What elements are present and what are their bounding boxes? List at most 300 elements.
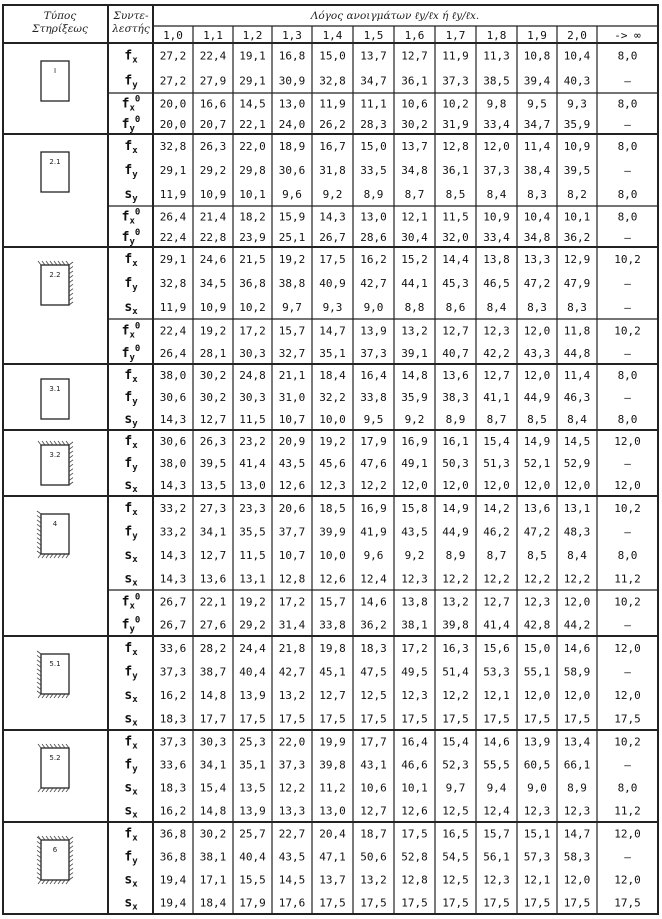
fixed-edge-hatch [38,880,41,884]
value-cell: 17,6 [278,896,306,910]
value-cell: 44,2 [563,618,591,632]
value-cell: 12,8 [401,873,428,887]
coef-label-line-1: Συντε- [113,10,149,22]
value-cell: 17,5 [442,712,469,726]
value-cell: 56,1 [483,850,510,864]
coefficient-label: $s_x$ [124,571,138,589]
value-cell: 11,2 [319,781,346,795]
value-cell: 39,4 [523,74,551,88]
value-cell: 8,4 [486,188,507,201]
value-cell: 46,6 [401,758,428,772]
value-cell: 12,7 [319,688,346,702]
value-cell: 38,8 [278,277,306,290]
value-cell: 44,8 [563,346,591,360]
value-cell: 28,2 [199,641,227,655]
coefficient-label: $s_x$ [124,803,138,821]
value-cell: 42,7 [360,277,387,290]
value-cell: 34,1 [199,758,227,772]
value-cell: 32,2 [319,391,346,404]
coefficient-label: $f_x$ [124,434,138,451]
value-cell: 16,9 [401,435,428,448]
value-cell: 38,1 [199,850,227,864]
value-cell: 41,4 [239,457,266,470]
value-cell: 17,5 [401,896,428,910]
value-cell: 17,5 [401,712,428,726]
value-cell: 38,5 [483,74,510,88]
value-cell: 32,8 [159,140,187,153]
column-header: 1,7 [445,29,466,42]
value-cell: 41,1 [483,391,510,404]
table-row [122,321,641,340]
value-cell: 15,0 [319,49,346,63]
coefficient-label: $s_x$ [124,300,138,317]
value-cell: 9,8 [486,97,507,111]
value-cell: 16,5 [442,827,469,841]
value-cell: 33,8 [319,618,346,632]
coefficient-label: $f_y$ [124,664,138,682]
value-cell: 12,7 [483,595,510,609]
value-cell: 20,0 [159,117,187,131]
value-cell: 20,7 [199,117,227,131]
value-cell: – [624,525,631,539]
value-cell: 40,4 [239,850,266,864]
value-cell: 15,7 [278,324,306,338]
table-row [124,49,637,66]
value-cell: 32,8 [159,277,187,290]
value-cell: 15,4 [483,435,510,448]
coefficient-label: $f_x$ [124,500,138,518]
coefficient-label: $s_x$ [124,895,138,913]
coefficient-label: $f_y^0$ [121,615,141,635]
value-cell: 42,8 [523,618,551,632]
value-cell: 18,9 [278,140,306,153]
value-cell: 10,1 [563,210,591,224]
value-cell: 12,2 [442,572,469,586]
value-cell: 12,0 [563,595,591,609]
value-cell: 11,5 [442,210,469,224]
value-cell: 13,5 [199,479,227,492]
value-cell: 12,0 [523,369,551,382]
value-cell: 9,0 [527,781,547,795]
value-cell: 9,6 [282,188,302,201]
value-cell: 33,8 [360,391,387,404]
value-cell: 33,4 [483,117,510,131]
value-cell: 21,4 [199,210,227,224]
value-cell: 31,4 [278,618,306,632]
value-cell: 10,2 [614,501,641,515]
value-cell: 22,4 [199,49,227,63]
value-cell: 13,9 [239,804,266,818]
value-cell: – [624,301,631,314]
value-cell: 15,7 [319,595,346,609]
value-cell: 37,3 [360,346,387,360]
value-cell: 22,7 [278,827,306,841]
value-cell: 33,2 [159,501,187,515]
value-cell: 12,3 [523,595,551,609]
coefficient-label: $f_y$ [124,456,138,473]
value-cell: 35,9 [401,391,428,404]
column-header: 1,8 [486,29,507,42]
value-cell: 29,2 [199,164,227,177]
column-header: 1,6 [404,29,425,42]
value-cell: 11,9 [442,49,469,63]
value-cell: 43,5 [278,850,306,864]
value-cell: 9,7 [445,781,466,795]
value-cell: 14,8 [401,369,428,382]
table-row [124,641,640,658]
value-cell: 58,3 [563,850,591,864]
value-cell: 16,3 [442,641,469,655]
value-cell: – [624,277,631,290]
value-cell: 13,0 [278,97,306,111]
value-cell: 15,9 [278,210,306,224]
value-cell: 12,5 [442,804,469,818]
value-cell: 60,5 [523,758,551,772]
value-cell: 28,6 [360,230,387,244]
table-row [122,115,632,134]
column-header: -> ∞ [614,29,641,42]
table-row [124,781,637,798]
value-cell: 26,2 [319,117,346,131]
value-cell: 8,2 [567,188,587,201]
table-row [124,688,640,705]
value-cell: 17,1 [199,873,227,887]
value-cell: 12,7 [483,369,510,382]
value-cell: 29,1 [159,253,187,266]
value-cell: 30,2 [199,391,227,404]
value-cell: 39,9 [319,525,346,539]
coefficient-label: $f_x$ [124,48,138,66]
value-cell: 29,1 [159,164,187,177]
value-cell: 17,2 [401,641,428,655]
value-cell: 13,2 [442,595,469,609]
value-cell: 17,5 [483,896,510,910]
support-group [37,827,641,913]
value-cell: 34,5 [199,277,227,290]
coefficient-label: $f_y$ [124,757,138,775]
value-cell: 19,4 [159,896,187,910]
value-cell: 46,5 [483,277,510,290]
coefficient-label: $f_x^0$ [121,207,141,227]
value-cell: 14,6 [563,641,591,655]
value-cell: 14,9 [523,435,551,448]
value-cell: 19,2 [278,253,306,266]
table-row [124,139,637,156]
support-type-label: 5.1 [49,660,61,668]
value-cell: 11,4 [563,369,591,382]
value-cell: 8,0 [617,210,638,224]
value-cell: 12,6 [401,804,428,818]
value-cell: 47,1 [319,850,346,864]
value-cell: 31,0 [278,391,306,404]
value-cell: 33,2 [159,525,187,539]
value-cell: 11,5 [239,413,266,426]
value-cell: 12,2 [360,479,387,492]
value-cell: 12,2 [523,572,551,586]
value-cell: 37,3 [159,735,187,749]
value-cell: 37,3 [442,74,469,88]
value-cell: 45,6 [319,457,346,470]
fixed-edge-hatch [69,837,73,840]
value-cell: 13,3 [523,253,551,266]
value-cell: 24,6 [199,253,227,266]
value-cell: 14,3 [159,548,187,562]
support-group [38,252,641,363]
value-cell: 21,8 [278,641,306,655]
table-row [124,501,640,518]
value-cell: 58,9 [563,665,591,679]
table-row [122,207,638,226]
support-type-label: 3.2 [49,451,61,459]
value-cell: 19,2 [199,324,227,338]
value-cell: 23,9 [239,230,266,244]
value-cell: 8,7 [404,188,425,201]
value-cell: 10,4 [563,49,591,63]
column-header: 1,0 [163,29,183,42]
value-cell: 38,1 [401,618,428,632]
value-cell: 27,3 [199,501,227,515]
value-cell: 38,4 [523,164,551,177]
value-cell: 36,1 [442,164,469,177]
table-row [124,163,631,180]
coefficient-label: $s_x$ [124,687,138,705]
value-cell: 57,3 [523,850,551,864]
value-cell: 25,7 [239,827,266,841]
value-cell: – [624,457,631,470]
value-cell: 8,0 [617,188,638,201]
table-row [124,368,637,385]
value-cell: 16,9 [360,501,387,515]
value-cell: 17,5 [523,712,551,726]
value-cell: 29,2 [239,618,266,632]
value-cell: 11,9 [159,188,187,201]
value-cell: 17,5 [563,712,591,726]
table-row [124,711,640,728]
value-cell: 14,4 [442,253,469,266]
coefficient-label: $f_x$ [124,734,138,752]
value-cell: 13,5 [239,781,266,795]
table-row [124,804,640,821]
value-cell: 8,7 [486,548,507,562]
value-cell: 13,0 [239,479,266,492]
value-cell: 24,4 [239,641,266,655]
value-cell: 38,3 [442,391,469,404]
value-cell: 13,7 [360,49,387,63]
value-cell: 30,2 [199,827,227,841]
value-cell: 12,8 [278,572,306,586]
value-cell: 17,2 [239,324,266,338]
support-type-label: 2.2 [49,271,61,279]
value-cell: 18,2 [239,210,266,224]
value-cell: 13,0 [360,210,387,224]
value-cell: 44,1 [401,277,428,290]
value-cell: 12,0 [483,140,510,153]
fixed-edge-hatch [69,442,73,445]
value-cell: – [624,665,631,679]
value-cell: 12,3 [319,479,346,492]
column-header: 1,2 [242,29,263,42]
value-cell: 24,8 [239,369,266,382]
value-cell: 17,5 [614,896,641,910]
value-cell: 12,3 [401,688,428,702]
value-cell: 14,7 [563,827,591,841]
value-cell: 49,5 [401,665,428,679]
value-cell: 12,5 [442,873,469,887]
value-cell: 35,1 [239,758,266,772]
value-cell: 47,6 [360,457,387,470]
coefficient-label: $f_x$ [124,826,138,844]
value-cell: 10,7 [278,413,306,426]
value-cell: 34,7 [523,117,551,131]
coefficient-label: $f_y$ [124,849,138,867]
support-group [41,368,637,429]
value-cell: – [624,346,631,360]
value-cell: 47,2 [523,277,551,290]
value-cell: 43,5 [278,457,306,470]
value-cell: 40,7 [442,346,469,360]
value-cell: 13,6 [199,572,227,586]
value-cell: 15,5 [239,873,266,887]
value-cell: 8,5 [445,188,466,201]
value-cell: 18,4 [319,369,346,382]
value-cell: 10,2 [614,324,641,338]
value-cell: 14,9 [442,501,469,515]
column-header: 1,4 [322,29,343,42]
value-cell: 8,7 [486,413,507,426]
value-cell: 22,8 [199,230,227,244]
value-cell: 53,3 [483,665,510,679]
value-cell: 17,5 [614,712,641,726]
value-cell: 14,3 [159,479,187,492]
value-cell: 14,3 [319,210,346,224]
value-cell: – [624,618,631,632]
value-cell: 10,2 [614,253,641,266]
value-cell: 33,4 [483,230,510,244]
value-cell: – [624,391,631,404]
value-cell: 22,1 [199,595,227,609]
value-cell: 10,8 [523,49,551,63]
table-row [122,228,632,247]
value-cell: 12,0 [614,827,641,841]
fixed-edge-hatch [38,744,41,748]
value-cell: 52,9 [563,457,591,470]
value-cell: 39,8 [319,758,346,772]
value-cell: 10,1 [239,188,266,201]
value-cell: 34,8 [401,164,428,177]
coefficient-label: $s_x$ [124,711,138,729]
coefficient-label: $s_y$ [124,412,138,429]
table-row [124,412,637,429]
value-cell: 11,4 [523,140,551,153]
value-cell: 30,6 [159,391,187,404]
value-cell: 41,9 [360,525,387,539]
value-cell: 12,3 [523,804,551,818]
coefficient-label: $f_y^0$ [121,343,141,363]
value-cell: 12,7 [199,548,227,562]
value-cell: 10,9 [483,210,510,224]
value-cell: 26,3 [199,435,227,448]
value-cell: 21,1 [278,369,306,382]
table-row [124,434,640,451]
value-cell: 17,7 [360,735,387,749]
value-cell: 17,9 [239,896,266,910]
fixed-edge-hatch [37,651,41,654]
value-cell: 34,7 [360,74,387,88]
value-cell: 10,6 [360,781,387,795]
value-cell: 47,2 [523,525,551,539]
value-cell: 15,8 [401,501,428,515]
value-cell: 12,0 [614,641,641,655]
value-cell: 12,1 [523,873,551,887]
value-cell: 14,5 [278,873,306,887]
column-header: 2,0 [567,29,587,42]
value-cell: 19,2 [319,435,346,448]
value-cell: 39,8 [442,618,469,632]
coef-label-line-2: λεστής [112,23,150,35]
coefficient-label: $f_x^0$ [121,592,141,612]
value-cell: 20,0 [159,97,187,111]
value-cell: 52,3 [442,758,469,772]
coefficient-label: $f_y$ [124,276,138,293]
ratio-label: Λόγος ανοιγμάτων ℓy/ℓx ή ℓy/ℓx. [310,10,480,22]
value-cell: 15,4 [199,781,227,795]
value-cell: 37,3 [483,164,510,177]
value-cell: 36,8 [159,827,187,841]
value-cell: 32,0 [442,230,469,244]
value-cell: 8,5 [527,413,547,426]
coefficient-label: $f_y$ [124,390,138,407]
value-cell: 34,1 [199,525,227,539]
value-cell: 27,2 [159,49,187,63]
value-cell: 43,3 [523,346,551,360]
support-type-label: 2.1 [49,158,61,166]
value-cell: 14,2 [483,501,510,515]
support-type-label: 3.1 [49,385,61,393]
value-cell: 17,5 [523,896,551,910]
column-headers [163,29,641,42]
column-header: 1,3 [282,29,302,42]
value-cell: 12,0 [442,479,469,492]
value-cell: 12,0 [483,479,510,492]
value-cell: 9,2 [404,413,425,426]
value-cell: 19,8 [319,641,346,655]
value-cell: 12,7 [199,413,227,426]
value-cell: 26,3 [199,140,227,153]
value-cell: 13,2 [401,324,428,338]
value-cell: 10,9 [199,301,227,314]
value-cell: 8,8 [404,301,425,314]
value-cell: 13,6 [523,501,551,515]
value-cell: 17,5 [278,712,306,726]
table-row [124,664,631,681]
table-body [37,49,641,913]
value-cell: 15,4 [442,735,469,749]
value-cell: 16,4 [360,369,387,382]
table-row [124,276,631,293]
value-cell: 8,4 [486,301,507,314]
value-cell: 43,5 [401,525,428,539]
value-cell: 9,5 [363,413,384,426]
value-cell: 8,9 [445,548,466,562]
value-cell: 12,0 [523,479,551,492]
value-cell: 8,0 [617,49,638,63]
table-row [124,74,631,91]
value-cell: 9,5 [527,97,547,111]
value-cell: – [624,230,631,244]
coefficient-label: $f_y^0$ [121,114,141,134]
value-cell: 11,3 [483,49,510,63]
value-cell: 17,7 [199,712,227,726]
